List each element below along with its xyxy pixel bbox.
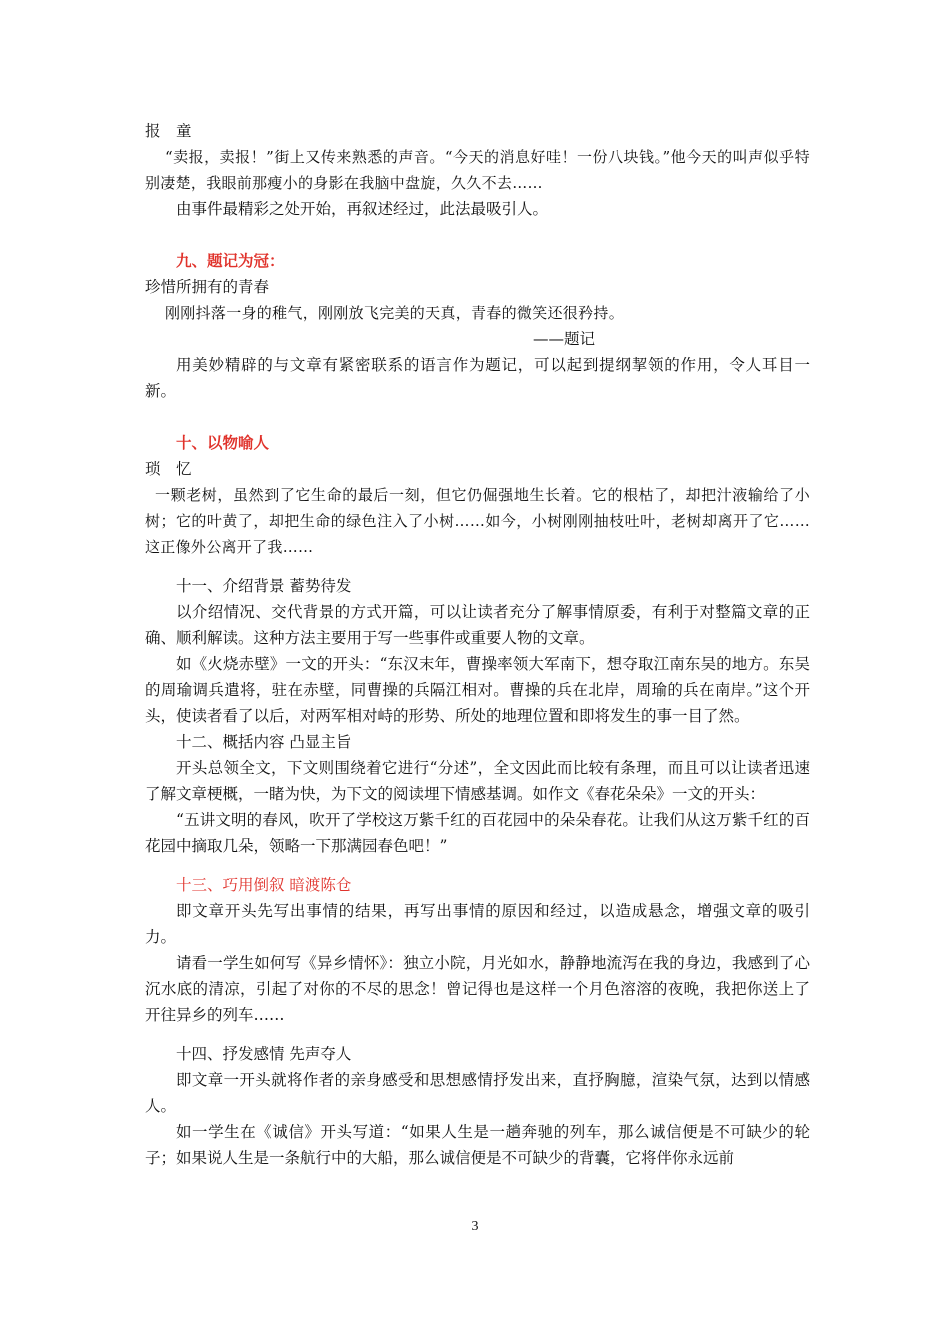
section12-paragraph-1: 开头总领全文，下文则围绕着它进行“分述”，全文因此而比较有条理，而且可以让读者迅速了解文章梗概，一睹为快，为下文的阅读埋下情感基调。如作文《春花朵朵》一文的开头： <box>145 759 810 803</box>
spacer <box>145 1028 810 1041</box>
section12-paragraph-2: “五讲文明的春风，吹开了学校这万紫千红的百花园中的朵朵春花。让我们从这万紫千红的百花园中摘取几朵，领略一下那满园春色吧！” <box>145 811 810 855</box>
spacer <box>145 859 810 872</box>
section10-title: 琐 忆 <box>145 460 192 478</box>
section11-paragraph-1: 以介绍情况、交代背景的方式开篇，可以让读者充分了解事情原委，有利于对整篇文章的正确、顺利解读。这种方法主要用于写一些事件或重要人物的文章。 <box>145 603 810 647</box>
section13-paragraph-2: 请看一学生如何写《异乡情怀》：独立小院，月光如水，静静地流泻在我的身边，我感到了心沉水底的清凉，引起了对你的不尽的思念！曾记得也是这样一个月色溶溶的夜晚，我把你送上了开往异乡的列车…… <box>145 954 810 1024</box>
section11-paragraph-2: 如《火烧赤壁》一文的开头：“东汉末年，曹操率领大军南下，想夺取江南东吴的地方。东吴的周瑜调兵遣将，驻在赤壁，同曹操的兵隔江相对。曹操的兵在北岸，周瑜的兵在南岸。”这个开头，使读者看了以后，对两军相对峙的形势、所处的地理位置和即将发生的事一目了然。 <box>145 655 810 725</box>
section11-heading: 十一、介绍背景 蓄势待发 <box>176 577 352 595</box>
section14-paragraph-2: 如一学生在《诚信》开头写道：“如果人生是一趟奔驰的列车，那么诚信便是不可缺少的轮子；如果说人生是一条航行中的大船，那么诚信便是不可缺少的背囊，它将伴你永远前 <box>145 1123 810 1167</box>
section9-epigraph: 刚刚抖落一身的稚气，刚刚放飞完美的天真，青春的微笑还很矜持。 <box>165 304 625 322</box>
section10-excerpt: 一颗老树，虽然到了它生命的最后一刻，但它仍倔强地生长着。它的根枯了，却把汁液输给了小树；它的叶黄了，却把生命的绿色注入了小树……如今，小树刚刚抽枝吐叶，老树却离开了它……这正像外公离开了我…… <box>145 486 810 556</box>
section8-note: 由事件最精彩之处开始，再叙述经过，此法最吸引人。 <box>176 200 549 218</box>
spacer <box>145 560 810 573</box>
section14-heading: 十四、抒发感情 先声夺人 <box>176 1045 352 1063</box>
section13-heading: 十三、巧用倒叙 暗渡陈仓 <box>176 876 352 894</box>
section9-note: 用美妙精辟的与文章有紧密联系的语言作为题记，可以起到提纲挈领的作用，令人耳目一新。 <box>145 356 810 400</box>
section8-title: 报 童 <box>145 122 192 140</box>
spacer <box>145 222 810 248</box>
section13-paragraph-1: 即文章开头先写出事情的结果，再写出事情的原因和经过，以造成悬念，增强文章的吸引力。 <box>145 902 810 946</box>
spacer <box>145 404 810 430</box>
section9-attribution: ——题记 <box>532 330 595 348</box>
section8-example-quote: “卖报，卖报！”街上又传来熟悉的声音。“今天的消息好哇！一份八块钱。”他今天的叫声似乎特别凄楚，我眼前那瘦小的身影在我脑中盘旋，久久不去…… <box>145 148 810 192</box>
page-number: 3 <box>471 1219 479 1234</box>
section10-heading: 十、以物喻人 <box>176 433 270 452</box>
section9-title: 珍惜所拥有的青春 <box>145 278 270 296</box>
document-body <box>145 118 810 1171</box>
section9-heading: 九、题记为冠： <box>176 251 285 270</box>
section14-paragraph-1: 即文章一开头就将作者的亲身感受和思想感情抒发出来，直抒胸臆，渲染气氛，达到以情感人。 <box>145 1071 810 1115</box>
section12-heading: 十二、概括内容 凸显主旨 <box>176 733 352 751</box>
